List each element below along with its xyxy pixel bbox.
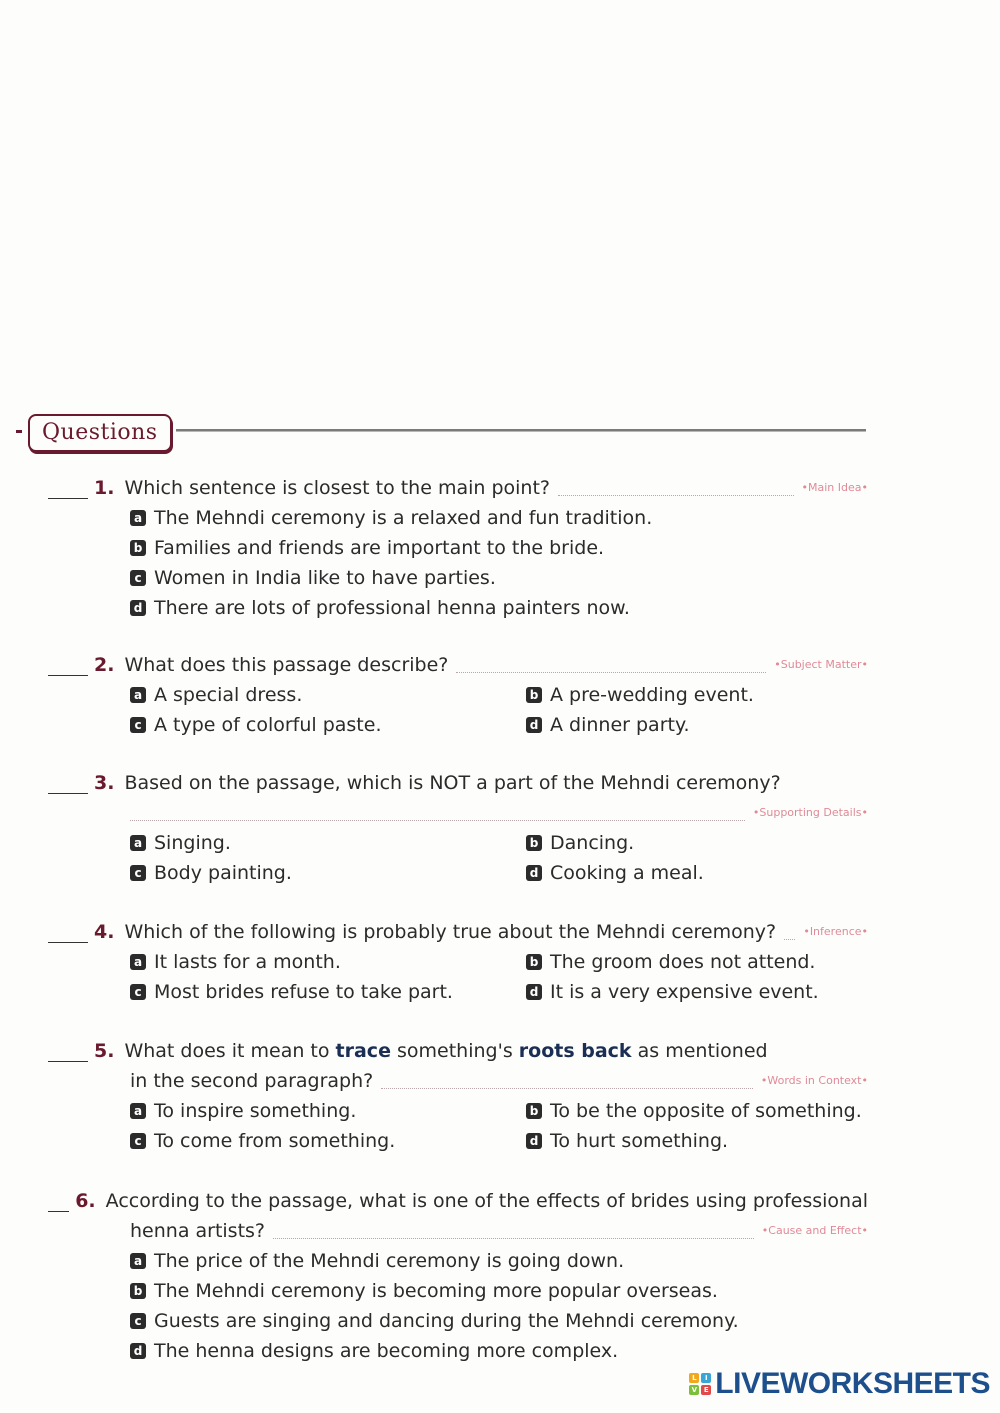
option-text: Singing.	[154, 832, 231, 854]
question-number: 2.	[94, 654, 115, 676]
option-d[interactable]	[526, 710, 886, 740]
option-d[interactable]	[526, 1126, 886, 1156]
option-text: A dinner party.	[550, 714, 690, 736]
question-tag: •Main Idea•	[801, 481, 868, 494]
logo-mark-cell: V	[689, 1385, 699, 1395]
option-a[interactable]	[130, 1246, 868, 1276]
option-letter-badge: b	[526, 835, 542, 851]
option-a[interactable]	[130, 947, 526, 977]
dotted-leader	[456, 658, 766, 673]
option-c[interactable]	[130, 563, 868, 593]
header-rule	[176, 429, 866, 432]
question-number: 6.	[75, 1190, 96, 1212]
question-1	[48, 473, 868, 623]
option-text: A special dress.	[154, 684, 303, 706]
header-tick	[16, 430, 22, 433]
dotted-leader	[558, 481, 794, 496]
option-d[interactable]	[526, 858, 886, 888]
option-text: It lasts for a month.	[154, 951, 341, 973]
option-text: A pre-wedding event.	[550, 684, 754, 706]
questions-header	[16, 414, 866, 454]
question-2	[48, 650, 868, 740]
question-number: 1.	[94, 477, 115, 499]
question-text-line2: henna artists?	[130, 1220, 266, 1242]
answer-blank-5[interactable]	[48, 1041, 88, 1062]
option-c[interactable]	[130, 710, 526, 740]
option-letter-badge: a	[130, 510, 146, 526]
option-text: The Mehndi ceremony is becoming more popular overseas.	[154, 1280, 718, 1302]
question-tag: •Inference•	[803, 925, 868, 938]
option-b[interactable]	[526, 1096, 886, 1126]
dotted-leader	[130, 806, 745, 821]
question-tag: •Cause and Effect•	[761, 1224, 868, 1237]
dotted-leader	[381, 1074, 753, 1089]
option-letter-badge: d	[526, 1133, 542, 1149]
dotted-leader	[784, 925, 795, 940]
option-b[interactable]	[130, 533, 868, 563]
option-text: Families and friends are important to the bride.	[154, 537, 605, 559]
logo-mark-cell: L	[689, 1373, 699, 1383]
option-letter-badge: a	[130, 954, 146, 970]
option-c[interactable]	[130, 977, 526, 1007]
option-d[interactable]	[130, 1336, 868, 1366]
question-tag: •Supporting Details•	[752, 806, 868, 819]
option-text: Body painting.	[154, 862, 292, 884]
answer-blank-6[interactable]	[48, 1191, 69, 1212]
question-text-line2: in the second paragraph?	[130, 1070, 374, 1092]
option-a[interactable]	[130, 1096, 526, 1126]
option-text: It is a very expensive event.	[550, 981, 819, 1003]
option-a[interactable]	[130, 828, 526, 858]
option-letter-badge: b	[130, 1283, 146, 1299]
option-letter-badge: b	[526, 954, 542, 970]
question-text-part: What does it mean to	[124, 1040, 336, 1062]
logo-mark-icon	[689, 1373, 711, 1395]
option-letter-badge: c	[130, 717, 146, 733]
question-4	[48, 917, 868, 1007]
option-letter-badge: a	[130, 687, 146, 703]
question-3	[48, 768, 868, 888]
option-letter-badge: d	[526, 984, 542, 1000]
option-letter-badge: d	[130, 600, 146, 616]
question-5	[48, 1036, 868, 1156]
option-a[interactable]	[130, 680, 526, 710]
option-letter-badge: d	[526, 865, 542, 881]
question-tag: •Words in Context•	[760, 1074, 868, 1087]
answer-blank-2[interactable]	[48, 655, 88, 676]
option-a[interactable]	[130, 503, 868, 533]
option-text: To inspire something.	[154, 1100, 357, 1122]
option-text: To hurt something.	[550, 1130, 729, 1152]
option-letter-badge: d	[526, 717, 542, 733]
question-number: 3.	[94, 772, 115, 794]
option-letter-badge: c	[130, 1313, 146, 1329]
answer-blank-4[interactable]	[48, 922, 88, 943]
section-title: Questions	[28, 414, 172, 452]
question-text-part: something's	[390, 1040, 519, 1062]
option-letter-badge: b	[526, 1103, 542, 1119]
option-d[interactable]	[130, 593, 868, 623]
answer-blank-3[interactable]	[48, 773, 88, 794]
option-letter-badge: c	[130, 984, 146, 1000]
option-b[interactable]	[526, 947, 886, 977]
question-tag: •Subject Matter•	[774, 658, 868, 671]
question-text: According to the passage, what is one of the effects of brides using professional	[105, 1190, 868, 1212]
option-letter-badge: b	[526, 687, 542, 703]
option-b[interactable]	[526, 828, 886, 858]
option-letter-badge: a	[130, 835, 146, 851]
question-number: 5.	[94, 1040, 115, 1062]
question-text: What does this passage describe?	[124, 654, 449, 676]
option-text: Cooking a meal.	[550, 862, 704, 884]
option-letter-badge: c	[130, 1133, 146, 1149]
option-text: The groom does not attend.	[550, 951, 816, 973]
option-text: A type of colorful paste.	[154, 714, 382, 736]
logo-mark-cell: E	[701, 1385, 711, 1395]
option-text: To come from something.	[154, 1130, 396, 1152]
option-text: There are lots of professional henna painters now.	[154, 597, 630, 619]
option-letter-badge: a	[130, 1103, 146, 1119]
option-text: The henna designs are becoming more complex.	[154, 1340, 619, 1362]
option-b[interactable]	[526, 680, 886, 710]
logo-mark-cell: I	[701, 1373, 711, 1383]
option-text: Most brides refuse to take part.	[154, 981, 453, 1003]
keyword-roots-back: roots back	[518, 1040, 632, 1062]
question-text: Based on the passage, which is NOT a part of the Mehndi ceremony?	[124, 772, 781, 794]
option-text: The price of the Mehndi ceremony is going down.	[154, 1250, 625, 1272]
option-letter-badge: c	[130, 570, 146, 586]
question-text	[124, 1036, 767, 1066]
question-number: 4.	[94, 921, 115, 943]
option-text: Dancing.	[550, 832, 635, 854]
option-text: The Mehndi ceremony is a relaxed and fun tradition.	[154, 507, 653, 529]
question-6	[48, 1186, 868, 1366]
option-c[interactable]	[130, 858, 526, 888]
option-c[interactable]	[130, 1306, 868, 1336]
keyword-trace: trace	[335, 1040, 391, 1062]
dotted-leader	[273, 1224, 754, 1239]
liveworksheets-logo[interactable]	[689, 1367, 990, 1401]
option-c[interactable]	[130, 1126, 526, 1156]
option-text: Guests are singing and dancing during the Mehndi ceremony.	[154, 1310, 739, 1332]
option-letter-badge: c	[130, 865, 146, 881]
question-text-part: as mentioned	[631, 1040, 768, 1062]
logo-text: LIVEWORKSHEETS	[715, 1367, 990, 1400]
option-b[interactable]	[130, 1276, 868, 1306]
option-text: To be the opposite of something.	[550, 1100, 862, 1122]
option-letter-badge: b	[130, 540, 146, 556]
answer-blank-1[interactable]	[48, 478, 88, 499]
question-text: Which sentence is closest to the main point?	[124, 477, 551, 499]
question-text: Which of the following is probably true about the Mehndi ceremony?	[124, 921, 777, 943]
option-letter-badge: a	[130, 1253, 146, 1269]
option-d[interactable]	[526, 977, 886, 1007]
option-text: Women in India like to have parties.	[154, 567, 496, 589]
option-letter-badge: d	[130, 1343, 146, 1359]
